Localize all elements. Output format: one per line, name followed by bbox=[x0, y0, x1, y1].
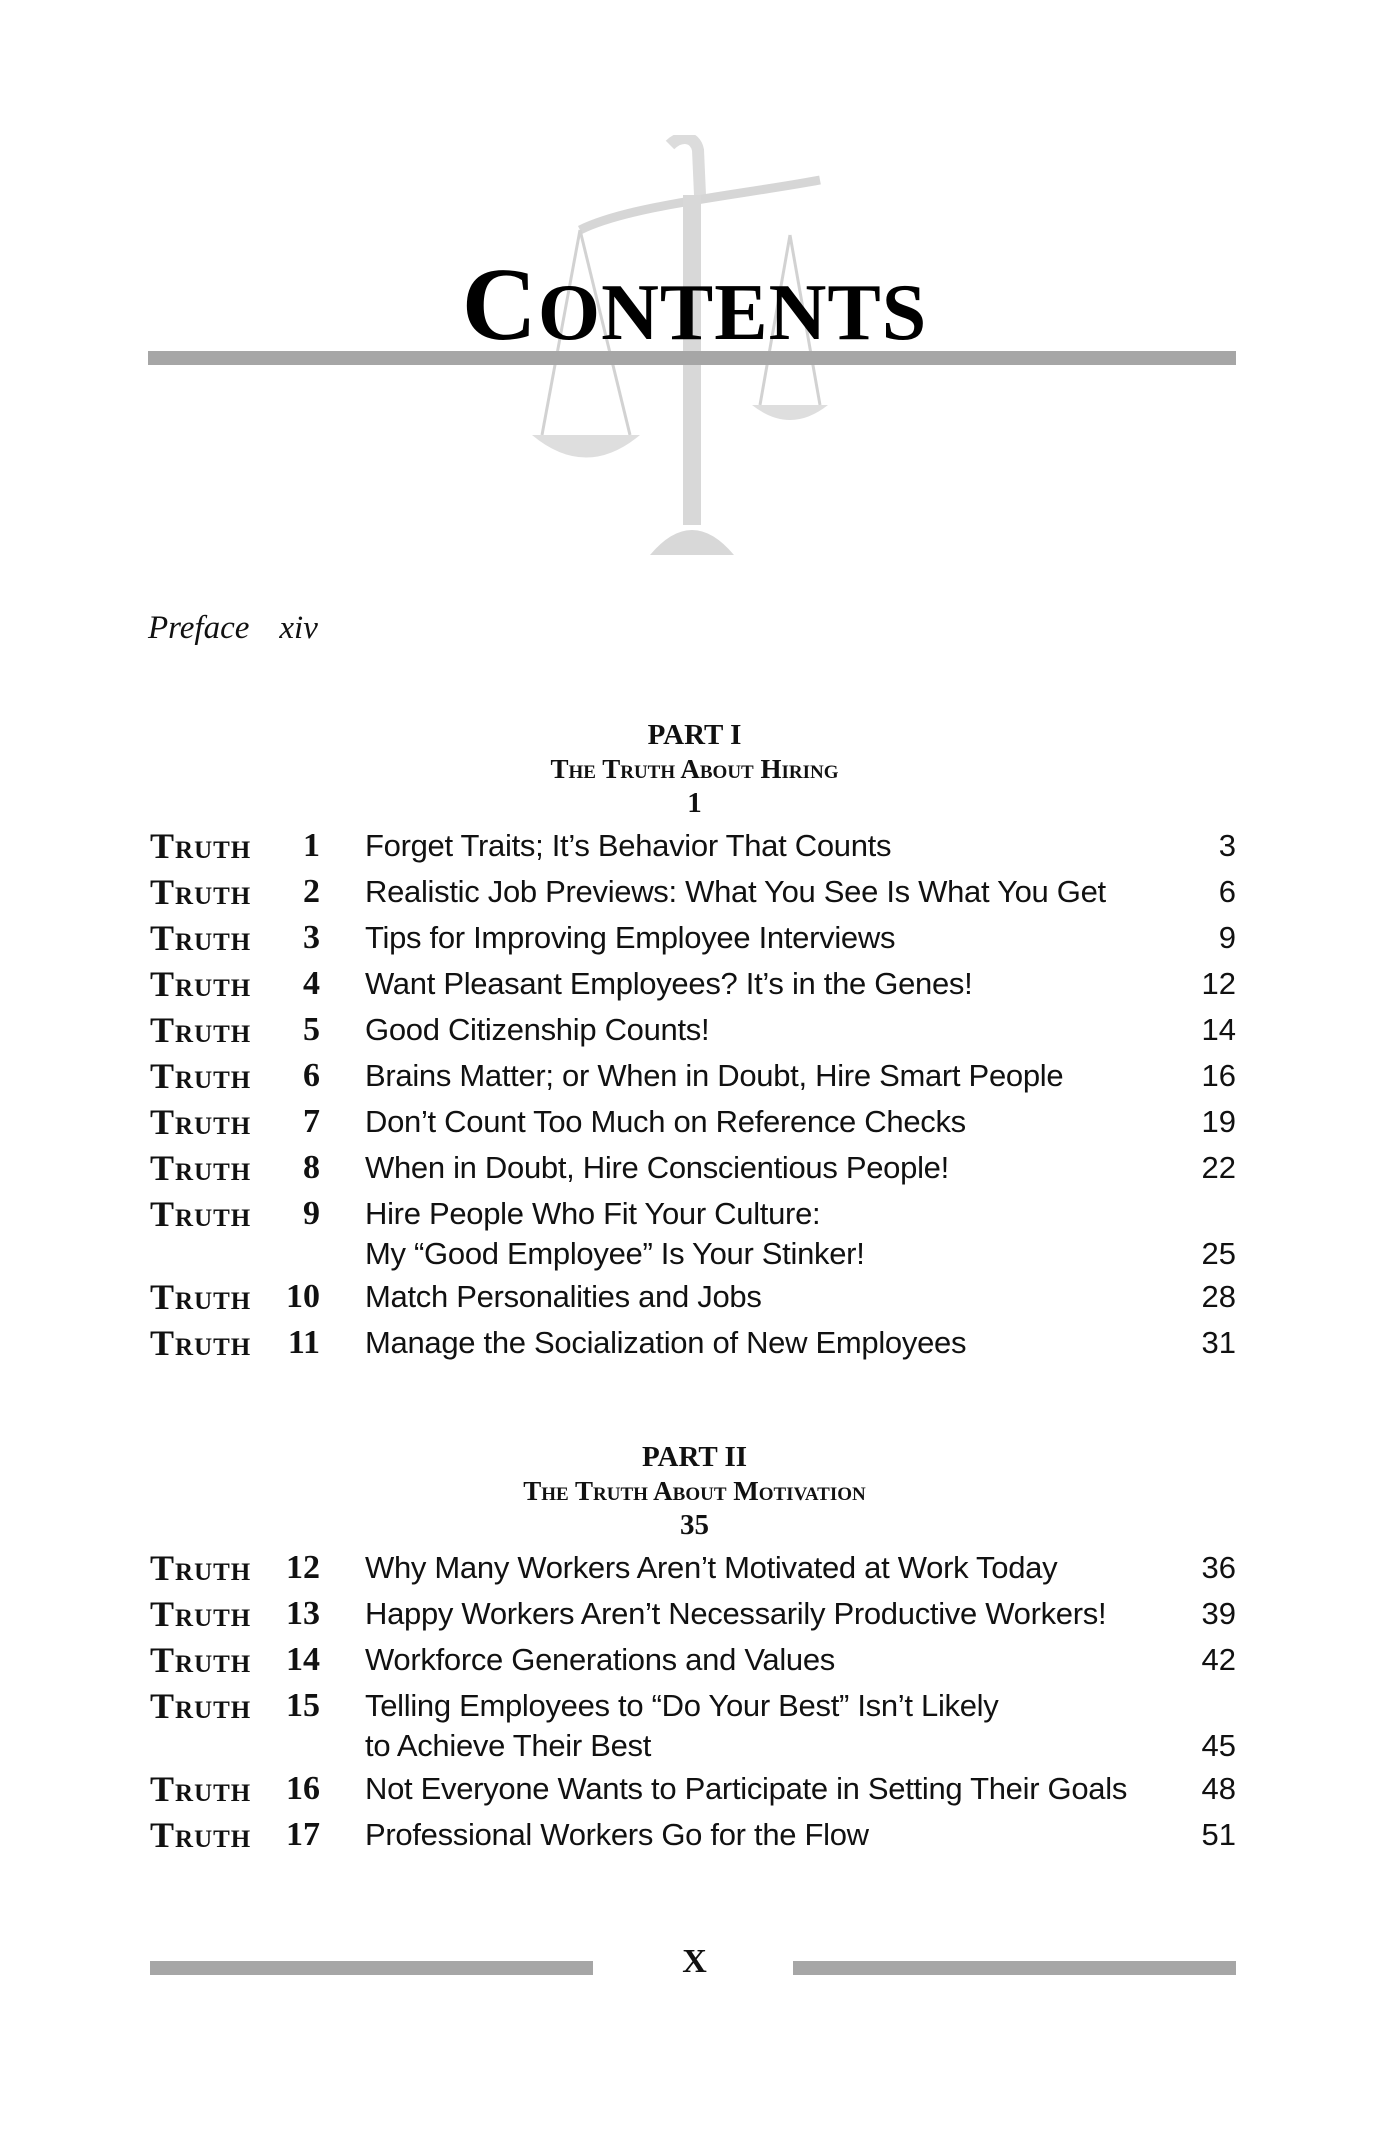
entry-title-line: Want Pleasant Employees? It’s in the Genes! bbox=[365, 966, 973, 1001]
toc-entry[interactable] bbox=[0, 1812, 1389, 1858]
entry-page-number: 42 bbox=[1201, 1642, 1236, 1677]
truth-number: 14 bbox=[286, 1641, 320, 1678]
part-heading bbox=[0, 718, 1389, 820]
title-rest: ONTENTS bbox=[537, 269, 928, 357]
entry-title-line: Brains Matter; or When in Doubt, Hire Smart People bbox=[365, 1058, 1064, 1093]
truth-label: Truth bbox=[150, 1194, 252, 1234]
truth-label: Truth bbox=[150, 1594, 252, 1634]
entry-title-line: Tips for Improving Employee Interviews bbox=[365, 920, 896, 955]
toc-entry[interactable] bbox=[0, 1591, 1389, 1637]
entry-page-number: 12 bbox=[1201, 966, 1236, 1001]
entry-title bbox=[365, 1323, 1175, 1363]
truth-label: Truth bbox=[150, 1769, 252, 1809]
toc-entry[interactable] bbox=[0, 1545, 1389, 1591]
truth-number: 10 bbox=[286, 1278, 320, 1315]
entry-title-line: Good Citizenship Counts! bbox=[365, 1012, 710, 1047]
entry-title bbox=[365, 1010, 1175, 1050]
entry-title bbox=[365, 872, 1175, 912]
truth-number: 15 bbox=[286, 1687, 320, 1724]
part-subtitle: The Truth About Hiring bbox=[550, 754, 839, 784]
part-page: 35 bbox=[680, 1509, 709, 1541]
truth-number: 13 bbox=[286, 1595, 320, 1632]
title-initial: C bbox=[461, 247, 538, 362]
truth-label: Truth bbox=[150, 1686, 252, 1726]
entry-title bbox=[365, 826, 1175, 866]
truth-number: 4 bbox=[303, 965, 320, 1002]
truth-number: 7 bbox=[303, 1103, 320, 1140]
entry-page-number: 28 bbox=[1201, 1279, 1236, 1314]
truth-label: Truth bbox=[150, 964, 252, 1004]
entry-title bbox=[365, 1056, 1175, 1096]
entry-page-number: 45 bbox=[1201, 1728, 1236, 1763]
toc-entry[interactable] bbox=[0, 915, 1389, 961]
toc-entry[interactable] bbox=[0, 1320, 1389, 1366]
entry-title-line: Manage the Socialization of New Employees bbox=[365, 1325, 967, 1360]
entry-title-line: Happy Workers Aren’t Necessarily Productive Workers! bbox=[365, 1596, 1107, 1631]
truth-label: Truth bbox=[150, 826, 252, 866]
toc-entry[interactable] bbox=[0, 1766, 1389, 1812]
entry-title-line: Forget Traits; It’s Behavior That Counts bbox=[365, 828, 892, 863]
toc-entry[interactable] bbox=[0, 1274, 1389, 1320]
entry-title bbox=[365, 1277, 1175, 1317]
entry-title bbox=[365, 964, 1175, 1004]
footer-rule-right bbox=[793, 1961, 1236, 1975]
entry-title bbox=[365, 1594, 1175, 1634]
entry-title bbox=[365, 1548, 1175, 1588]
truth-label: Truth bbox=[150, 1640, 252, 1680]
truth-number: 12 bbox=[286, 1549, 320, 1586]
toc-entry[interactable] bbox=[0, 1637, 1389, 1683]
part-heading bbox=[0, 1440, 1389, 1542]
entry-title-line: Why Many Workers Aren’t Motivated at Work Today bbox=[365, 1550, 1058, 1585]
entry-page-number: 51 bbox=[1201, 1817, 1236, 1852]
part-label: PART II bbox=[641, 1441, 748, 1473]
truth-label: Truth bbox=[150, 1102, 252, 1142]
toc-entry[interactable] bbox=[0, 869, 1389, 915]
truth-label: Truth bbox=[150, 1815, 252, 1855]
page-title bbox=[0, 245, 1389, 364]
entry-page-number: 16 bbox=[1201, 1058, 1236, 1093]
entry-title-line: Workforce Generations and Values bbox=[365, 1642, 836, 1677]
truth-number: 1 bbox=[303, 827, 320, 864]
truth-label: Truth bbox=[150, 1148, 252, 1188]
entry-title bbox=[365, 1815, 1175, 1855]
entry-page-number: 19 bbox=[1201, 1104, 1236, 1139]
entry-title bbox=[365, 1194, 1175, 1274]
entry-page-number: 31 bbox=[1201, 1325, 1236, 1360]
entry-title-line: When in Doubt, Hire Conscientious People! bbox=[365, 1150, 949, 1185]
truth-number: 9 bbox=[303, 1195, 320, 1232]
part-subtitle: The Truth About Motivation bbox=[523, 1476, 866, 1506]
toc-entry[interactable] bbox=[0, 1099, 1389, 1145]
part-page: 1 bbox=[687, 787, 702, 819]
truth-number: 17 bbox=[286, 1816, 320, 1853]
entry-title-line: Not Everyone Wants to Participate in Setting Their Goals bbox=[365, 1771, 1128, 1806]
part-label: PART I bbox=[647, 719, 742, 751]
entry-title bbox=[365, 1640, 1175, 1680]
toc-entry[interactable] bbox=[0, 1683, 1389, 1763]
entry-page-number: 3 bbox=[1218, 828, 1236, 863]
entry-title-line: Match Personalities and Jobs bbox=[365, 1279, 762, 1314]
truth-label: Truth bbox=[150, 1010, 252, 1050]
truth-number: 6 bbox=[303, 1057, 320, 1094]
truth-label: Truth bbox=[150, 1323, 252, 1363]
truth-label: Truth bbox=[150, 1548, 252, 1588]
toc-entry[interactable] bbox=[0, 1191, 1389, 1271]
entry-page-number: 14 bbox=[1201, 1012, 1236, 1047]
entry-title bbox=[365, 1769, 1175, 1809]
entry-title-line: Professional Workers Go for the Flow bbox=[365, 1817, 869, 1852]
entry-page-number: 39 bbox=[1201, 1596, 1236, 1631]
toc-entry[interactable] bbox=[0, 1007, 1389, 1053]
entry-page-number: 22 bbox=[1201, 1150, 1236, 1185]
entry-title bbox=[365, 1686, 1175, 1766]
entry-title-line: Realistic Job Previews: What You See Is What You Get bbox=[365, 874, 1106, 909]
entry-title-line: My “Good Employee” Is Your Stinker! bbox=[365, 1236, 865, 1271]
toc-entry[interactable] bbox=[0, 1053, 1389, 1099]
entry-title-line: to Achieve Their Best bbox=[365, 1728, 652, 1763]
entry-title bbox=[365, 918, 1175, 958]
entry-title-line: Hire People Who Fit Your Culture: bbox=[365, 1196, 821, 1231]
entry-page-number: 36 bbox=[1201, 1550, 1236, 1585]
entry-title-line: Don’t Count Too Much on Reference Checks bbox=[365, 1104, 966, 1139]
preface-label: Preface bbox=[148, 610, 250, 646]
truth-number: 3 bbox=[303, 919, 320, 956]
truth-label: Truth bbox=[150, 872, 252, 912]
entry-page-number: 6 bbox=[1218, 874, 1236, 909]
entry-title-line: Telling Employees to “Do Your Best” Isn’t Likely bbox=[365, 1688, 999, 1723]
truth-number: 2 bbox=[303, 873, 320, 910]
preface-page: xiv bbox=[279, 610, 318, 646]
toc-entry[interactable] bbox=[0, 1145, 1389, 1191]
toc-entry[interactable] bbox=[0, 823, 1389, 869]
toc-entry[interactable] bbox=[0, 961, 1389, 1007]
preface-entry[interactable] bbox=[148, 610, 318, 647]
truth-number: 5 bbox=[303, 1011, 320, 1048]
footer-rule-left bbox=[150, 1961, 593, 1975]
truth-label: Truth bbox=[150, 1056, 252, 1096]
entry-title bbox=[365, 1102, 1175, 1142]
entry-page-number: 48 bbox=[1201, 1771, 1236, 1806]
truth-number: 11 bbox=[287, 1324, 320, 1361]
entry-page-number: 9 bbox=[1218, 920, 1236, 955]
page-number: X bbox=[682, 1943, 707, 1980]
entry-title bbox=[365, 1148, 1175, 1188]
entry-page-number: 25 bbox=[1201, 1236, 1236, 1271]
truth-number: 16 bbox=[286, 1770, 320, 1807]
truth-label: Truth bbox=[150, 918, 252, 958]
truth-number: 8 bbox=[303, 1149, 320, 1186]
truth-label: Truth bbox=[150, 1277, 252, 1317]
